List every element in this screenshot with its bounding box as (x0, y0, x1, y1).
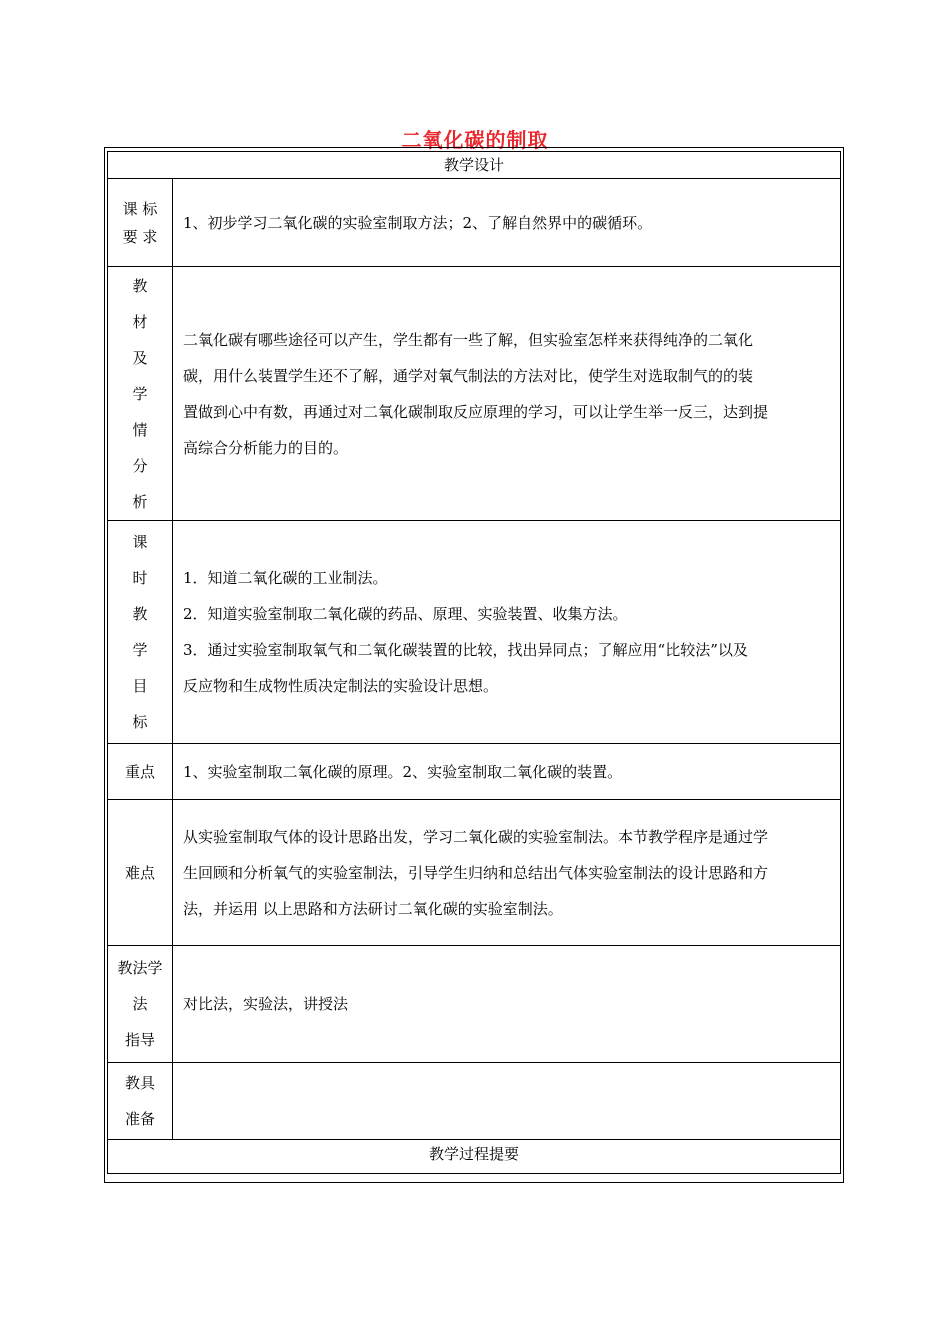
section-heading: 教学设计 (108, 152, 841, 179)
row-content (173, 800, 841, 946)
content-line: 反应物和生成物性质决定制法的实验设计思想。 (183, 677, 499, 695)
table-row (108, 800, 841, 946)
label-line: 情 (132, 420, 148, 439)
content-line: 1、初步学习二氧化碳的实验室制取方法；2、了解自然界中的碳循环。 (183, 213, 653, 232)
content-line: 置做到心中有数，再通过对二氧化碳制取反应原理的学习，可以让学生举一反三，达到提 (183, 402, 769, 421)
table-row (108, 1063, 841, 1140)
table-row (108, 179, 841, 267)
table-footer-row (108, 1140, 841, 1174)
label-line: 法 (132, 995, 148, 1013)
table-header-row (108, 152, 841, 179)
label-line: 课 标 (122, 199, 158, 218)
label-line: 教具 (124, 1074, 155, 1092)
label-line: 材 (132, 312, 148, 331)
label-line: 标 (132, 713, 148, 731)
document-title: 二氧化碳的制取 (401, 128, 549, 152)
row-content (173, 744, 841, 800)
content-line: 1．知道二氧化碳的工业制法。 (183, 569, 388, 587)
label-line: 教法学 (117, 959, 163, 977)
row-content (173, 946, 841, 1063)
label-line: 分 (132, 456, 148, 475)
label-line: 及 (132, 348, 148, 367)
label-line: 教 (132, 605, 148, 623)
label-line: 要 求 (122, 227, 158, 246)
row-label (108, 521, 173, 744)
content-line: 3．通过实验室制取氧气和二氧化碳装置的比较，找出异同点；了解应用“比较法”以及 (183, 641, 748, 659)
content-line: 法，并运用 以上思路和方法研讨二氧化碳的实验室制法。 (183, 899, 563, 918)
label-line: 准备 (124, 1110, 155, 1128)
content-line: 从实验室制取气体的设计思路出发，学习二氧化碳的实验室制法。本节教学程序是通过学 (183, 827, 769, 846)
label-line: 析 (132, 492, 148, 511)
lesson-design-table (107, 151, 841, 1174)
row-label (108, 946, 173, 1063)
row-content (173, 521, 841, 744)
content-line: 生回顾和分析氧气的实验室制法，引导学生归纳和总结出气体实验室制法的设计思路和方 (183, 863, 769, 882)
content-line: 1、实验室制取二氧化碳的原理。2、实验室制取二氧化碳的装置。 (183, 762, 623, 781)
section-footer: 教学过程提要 (108, 1140, 841, 1174)
content-line: 高综合分析能力的目的。 (183, 438, 349, 457)
row-content (173, 179, 841, 267)
label-line: 学 (132, 641, 148, 659)
label-line: 指导 (124, 1031, 155, 1049)
content-line: 碳，用什么装置学生还不了解，通学对氧气制法的方法对比，使学生对选取制气的的装 (183, 366, 754, 385)
label-line: 教 (132, 276, 148, 295)
label-line: 难点 (124, 863, 155, 882)
row-label (108, 800, 173, 946)
label-line: 重点 (124, 762, 155, 781)
row-content-empty (173, 1063, 841, 1140)
table-row (108, 744, 841, 800)
row-label (108, 1063, 173, 1140)
content-line: 二氧化碳有哪些途径可以产生，学生都有一些了解，但实验室怎样来获得纯净的二氧化 (183, 330, 754, 349)
row-label (108, 744, 173, 800)
table-row (108, 267, 841, 521)
label-line: 课 (132, 533, 148, 551)
label-line: 学 (132, 384, 148, 403)
label-line: 时 (132, 569, 148, 587)
table-row (108, 946, 841, 1063)
row-content (173, 267, 841, 521)
label-line: 目 (132, 677, 148, 695)
content-line: 2．知道实验室制取二氧化碳的药品、原理、实验装置、收集方法。 (183, 605, 628, 623)
row-label (108, 267, 173, 521)
table-row (108, 521, 841, 744)
content-line: 对比法，实验法，讲授法 (183, 995, 349, 1013)
row-label (108, 179, 173, 267)
